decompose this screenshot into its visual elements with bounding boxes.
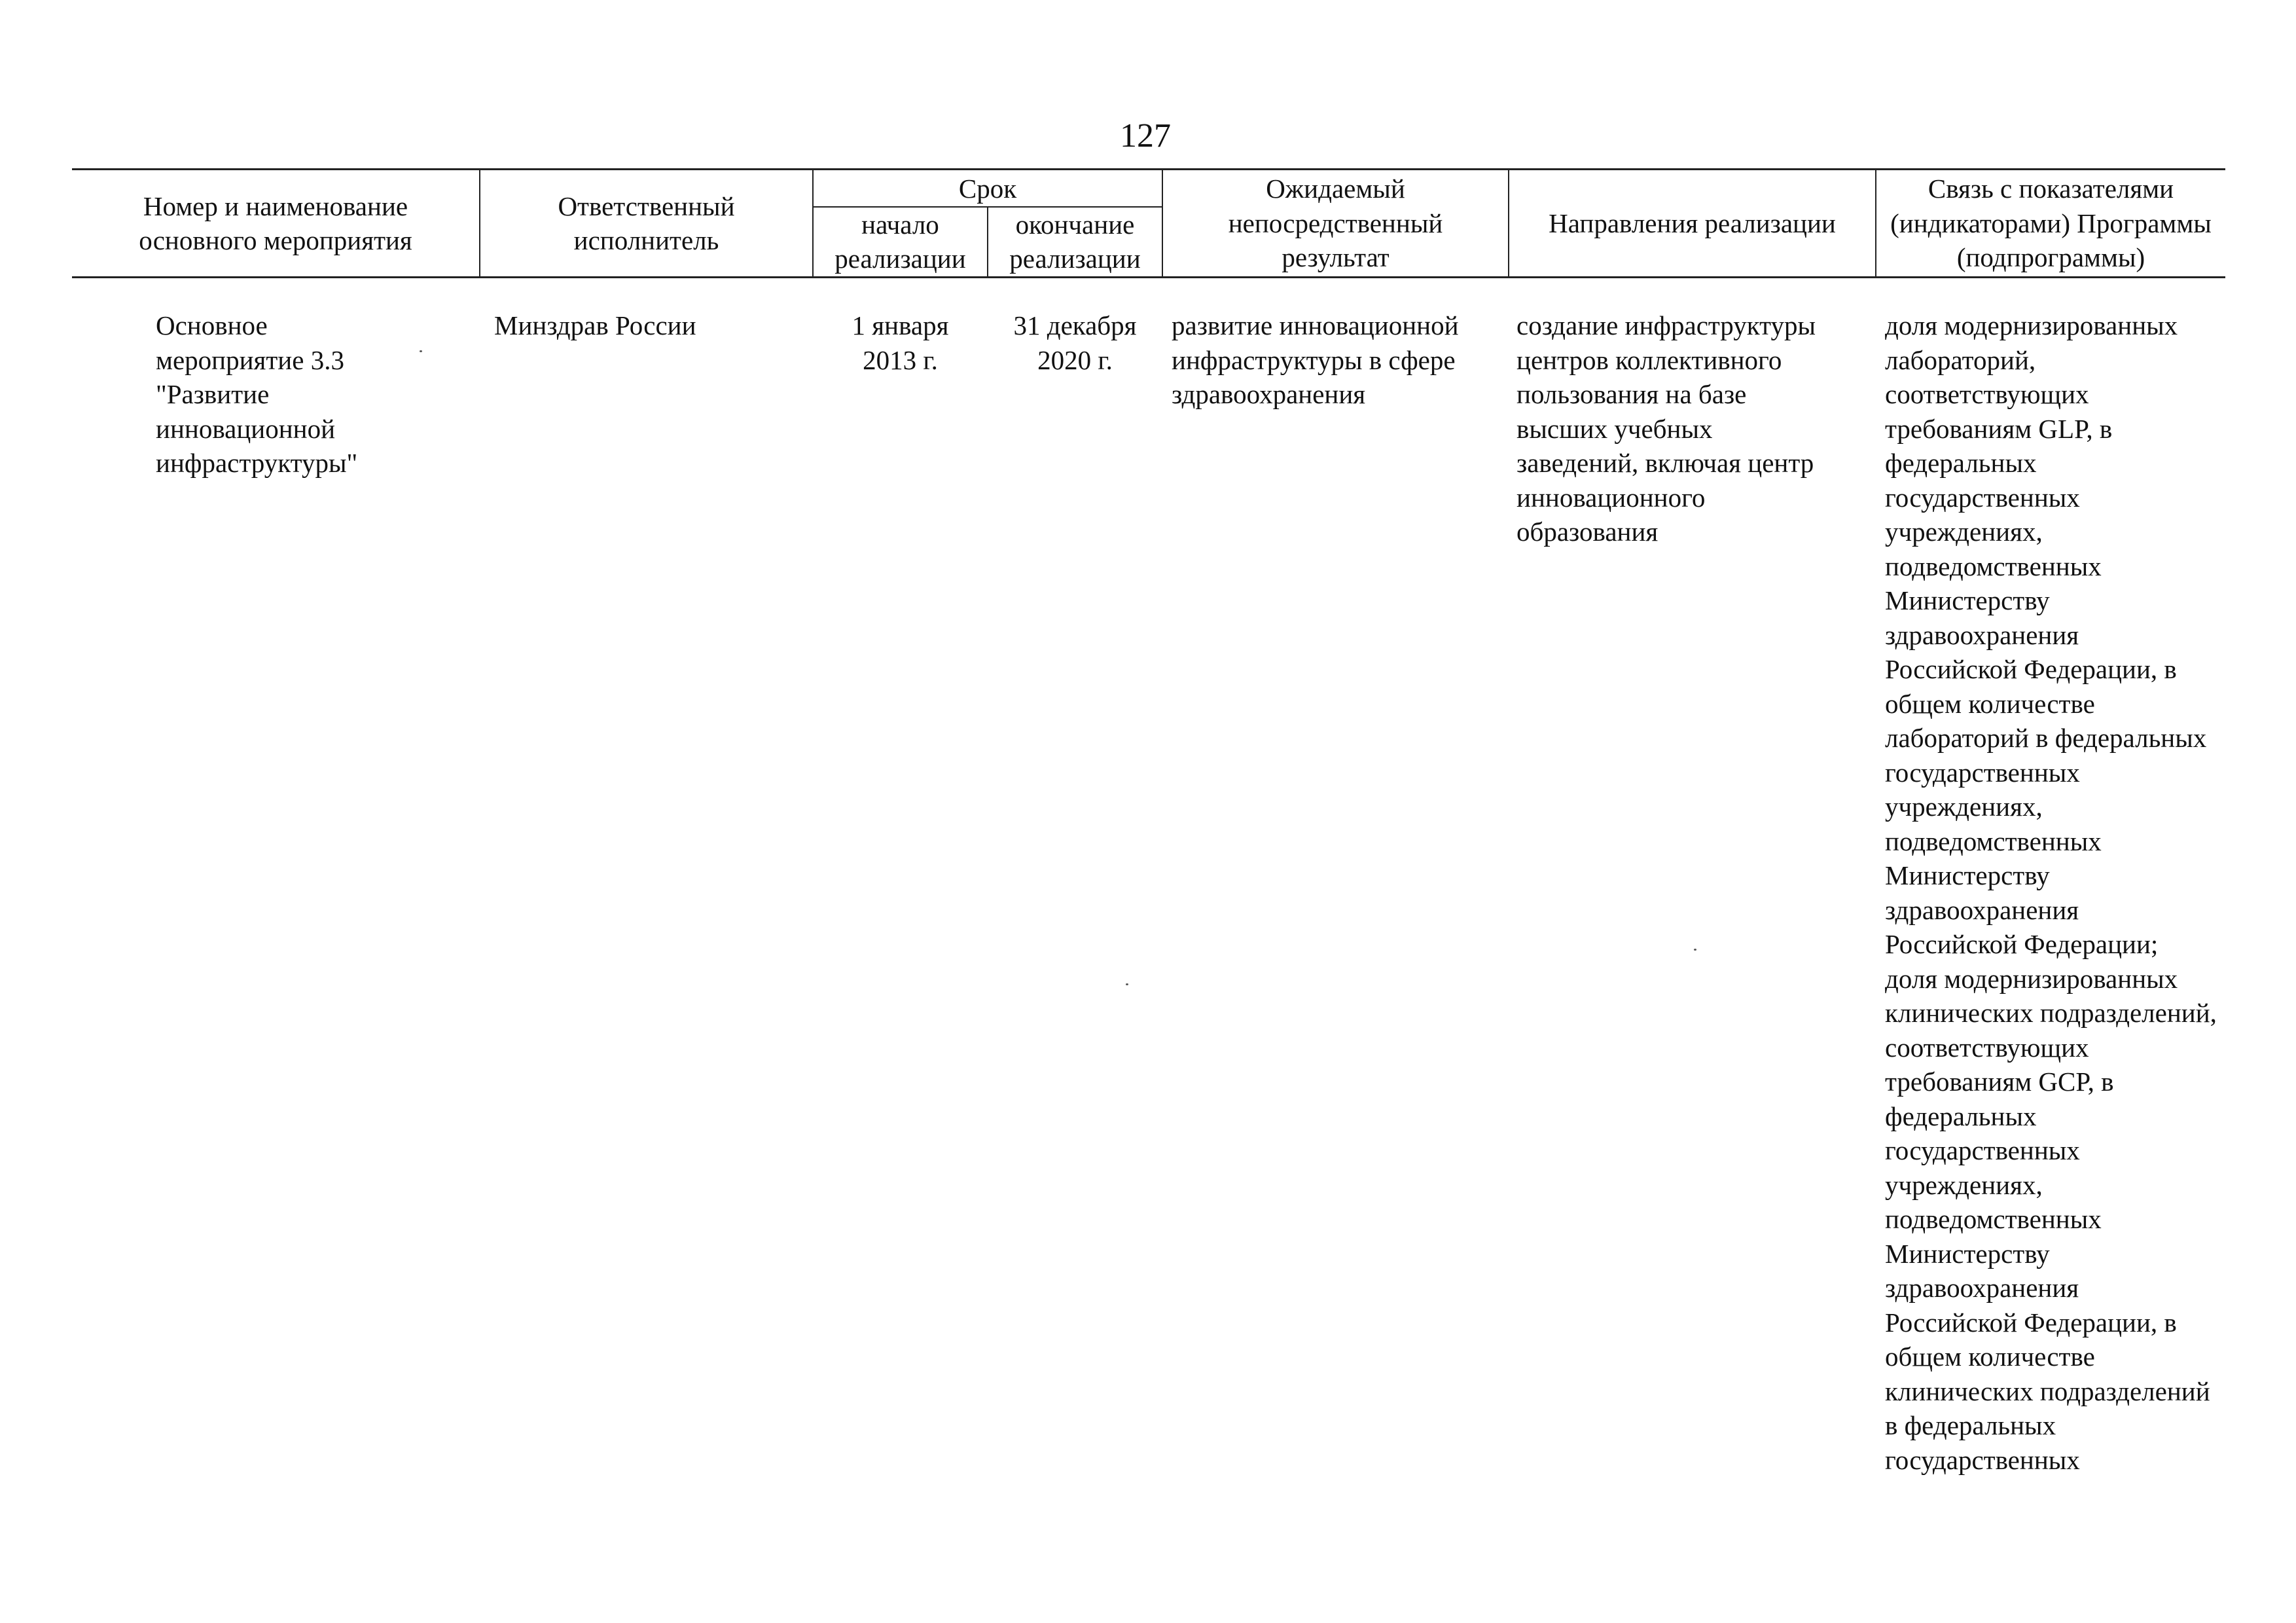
cell-result: развитие инновационной инфраструктуры в сфере здравоохранения — [1172, 310, 1459, 409]
cell-directions: создание инфраструктуры центров коллективного пользования на базе высших учебных заведений, включая центр инновационного образования — [1516, 310, 1816, 547]
cell-measure: Основное мероприятие 3.3 "Развитие инновационной инфраструктуры" — [156, 310, 358, 478]
table-row — [72, 278, 2225, 1478]
header-start: начало реализации — [813, 207, 988, 278]
header-measure: Номер и наименование основного мероприятия — [72, 170, 480, 278]
header-indicators: Связь с показателями (индикаторами) Программы (подпрограммы) — [1876, 170, 2225, 278]
header-term: Срок — [813, 170, 1162, 207]
header-executor: Ответственный исполнитель — [480, 170, 813, 278]
scan-speck — [1694, 949, 1696, 951]
cell-indicators: доля модернизированных лабораторий, соответствующих требованиям GLP, в федеральных государственных учреждениях, подведомственных Министерству здравоохранения Российской Федерации, в общем количестве лабораторий в федеральных государственных учреждениях, подведомственных Министерству здравоохранения Российской Федерации; доля модернизированных клинических подразделений, соответствующих требованиям GCP, в федеральных государственных учреждениях, подведомственных Министерству здравоохранения Российской Федерации, в общем количестве клинических подразделений в федеральных государственных — [1885, 310, 2217, 1475]
header-result: Ожидаемый непосредственный результат — [1162, 170, 1509, 278]
cell-executor: Минздрав России — [494, 310, 696, 340]
cell-end: 31 декабря 2020 г. — [1013, 310, 1137, 375]
scan-speck — [1126, 983, 1128, 985]
page-number: 127 — [1120, 117, 1171, 155]
header-end: окончание реализации — [988, 207, 1162, 278]
cell-start: 1 января 2013 г. — [852, 310, 949, 375]
header-directions: Направления реализации — [1509, 170, 1876, 278]
measures-table — [72, 168, 2225, 1477]
table-header — [72, 170, 2225, 278]
scan-speck — [420, 350, 422, 352]
